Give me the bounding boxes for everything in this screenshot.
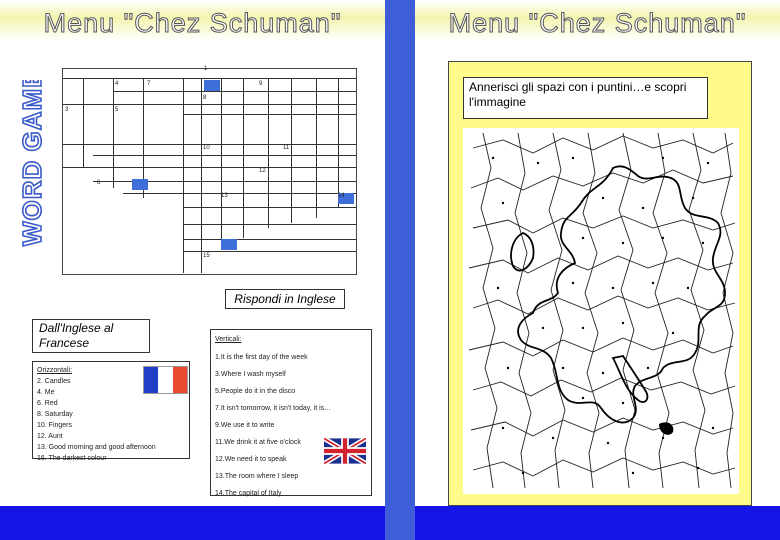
cw-number: 15	[203, 253, 210, 259]
bottom-band	[415, 506, 780, 540]
word-games-text: WORD GAMES	[18, 80, 47, 246]
vertical-clues	[210, 329, 372, 496]
europe-map	[463, 128, 739, 494]
word-games-logo	[18, 80, 48, 248]
vertical-heading: Verticali:	[215, 336, 242, 343]
cw-number: 12	[259, 168, 266, 174]
clue-item: 4. Me	[37, 389, 55, 396]
cw-number: 6	[97, 180, 101, 186]
clue-item: 14.The capital of Italy	[215, 490, 282, 497]
cw-number: 4	[115, 81, 119, 87]
clue-item: 16. The darkest colour	[37, 455, 107, 462]
cw-number: 9	[259, 81, 263, 87]
clue-item: 5.People do it in the disco	[215, 388, 296, 395]
translate-label: Dall'Inglese al Francese	[32, 319, 150, 353]
clue-item: 6. Red	[37, 400, 58, 407]
clue-item: 11.We drink it at five o'clock	[215, 439, 301, 446]
page-title: Menu "Chez Schuman"	[43, 8, 342, 38]
page-title: Menu "Chez Schuman"	[448, 8, 747, 38]
clue-item: 9.We use it to write	[215, 422, 275, 429]
cw-number: 11	[283, 145, 290, 151]
instructions-box: Annerisci gli spazi con i puntini…e scopri l'immagine	[463, 77, 708, 119]
clue-item: 10. Fingers	[37, 422, 73, 429]
crossword-grid	[62, 68, 357, 275]
cw-number: 5	[115, 107, 119, 113]
left-page	[0, 0, 385, 540]
uk-flag-icon	[324, 438, 366, 464]
clue-item: 12. Aunt	[37, 433, 63, 440]
cw-number: 13	[221, 193, 228, 199]
clue-item: 2. Candles	[37, 378, 71, 385]
cw-number: 3	[65, 107, 69, 113]
cw-number: 1	[204, 66, 208, 72]
clue-item: 8. Saturday	[37, 411, 73, 418]
clue-item: 13. Good morning and good afternoon	[37, 444, 156, 451]
respond-label: Rispondi in Inglese	[225, 289, 345, 309]
french-flag-icon	[143, 366, 188, 394]
clue-item: 13.The room where I sleep	[215, 473, 299, 480]
cw-number: 14	[338, 193, 345, 199]
cw-number: 10	[203, 145, 210, 151]
horizontal-heading: Orizzontali:	[37, 367, 73, 374]
clue-item: 7.It isn't tomorrow, it isn't today, it is…	[215, 405, 332, 412]
book-spine	[385, 0, 415, 540]
bottom-band	[0, 506, 385, 540]
cw-number: 7	[147, 81, 151, 87]
cw-number: 8	[203, 95, 207, 101]
clue-item: 12.We need it to speak	[215, 456, 287, 463]
clue-item: 1.It is the first day of the week	[215, 354, 308, 361]
clue-item: 3.Where I wash myself	[215, 371, 286, 378]
